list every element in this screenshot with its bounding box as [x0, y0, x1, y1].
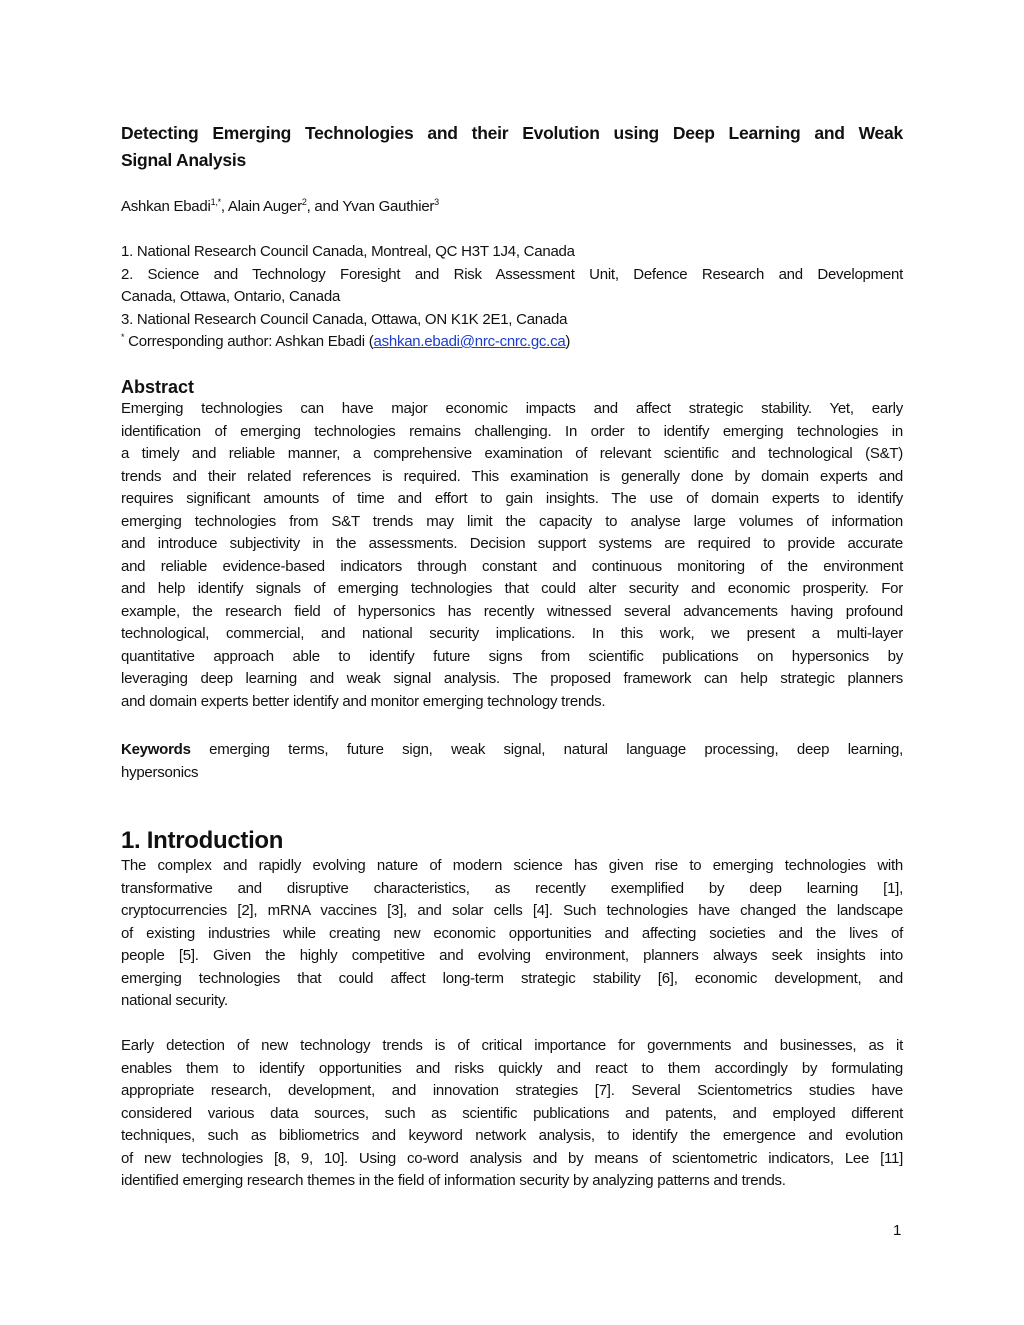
text-line: emerging technologies that could affect long-term strategic stability [6], economic development, and: [121, 969, 903, 987]
text-line: requires significant amounts of time and effort to gain insights. The use of domain experts to identify: [121, 490, 903, 507]
text-line: example, the research field of hypersonics has recently witnessed several advancements having profound: [121, 602, 903, 620]
author-name: , Alain Auger: [220, 198, 302, 215]
email-link[interactable]: ashkan.ebadi@nrc-cnrc.gc.ca: [373, 333, 566, 350]
keywords: Keywords emerging terms, future sign, weak signal, natural language processing, deep learning, hypersonics: [121, 741, 903, 781]
text-line: and reliable evidence-based indicators through constant and continuous monitoring of the environment: [121, 557, 903, 575]
title-line: Detecting Emerging Technologies and their Evolution using Deep Learning and Weak: [121, 123, 903, 143]
text-line: of new technologies [8, 9, 10]. Using co-word analysis and by means of scientometric indicators, Lee [11]: [121, 1149, 903, 1167]
corresponding-author: * Corresponding author: Ashkan Ebadi (ashkan.ebadi@nrc-cnrc.gc.ca): [121, 332, 571, 350]
text-line: and help identify signals of emerging technologies that could alter security and economic prosperity. For: [121, 580, 903, 597]
paragraph: [121, 1035, 903, 1193]
page-number: 1: [893, 1222, 902, 1239]
text-line: identified emerging research themes in the field of information security by analyzing patterns and trends.: [121, 1172, 786, 1189]
title-line: Signal Analysis: [121, 150, 246, 170]
abstract-section: [121, 377, 903, 713]
author-list: [121, 196, 903, 219]
affiliation: 3. National Research Council Canada, Ottawa, ON K1K 2E1, Canada: [121, 310, 568, 328]
text-line: emerging technologies from S&T trends may limit the capacity to analyse large volumes of information: [121, 512, 903, 530]
text-line: quantitative approach able to identify future signs from scientific publications on hypersonics by: [121, 647, 903, 665]
text-line: techniques, such as bibliometrics and keyword network analysis, to identify the emergence and evolution: [121, 1127, 903, 1144]
author-affiliation-mark: 3: [434, 197, 439, 207]
text-line: leveraging deep learning and weak signal analysis. The proposed framework can help strategic planners: [121, 670, 903, 687]
affiliation: Canada, Ottawa, Ontario, Canada: [121, 288, 341, 305]
author-affiliation-mark: 1,*: [210, 197, 221, 207]
text-line: transformative and disruptive characteristics, as recently exemplified by deep learning [1],: [121, 879, 903, 897]
text-line: national security.: [121, 992, 228, 1009]
affiliation: 1. National Research Council Canada, Montreal, QC H3T 1J4, Canada: [121, 243, 575, 260]
introduction-heading: 1. Introduction: [121, 827, 284, 854]
text-line: The complex and rapidly evolving nature of modern science has given rise to emerging technologies with: [121, 857, 903, 874]
affiliation: 2. Science and Technology Foresight and Risk Assessment Unit, Defence Research and Development: [121, 265, 903, 283]
author-name: Ashkan Ebadi: [121, 198, 211, 215]
abstract-heading: Abstract: [121, 377, 195, 397]
author-name: , and Yvan Gauthier: [306, 198, 435, 215]
text-line: people [5]. Given the highly competitive and evolving environment, planners always seek insights into: [121, 947, 903, 964]
abstract-body: [121, 398, 903, 713]
text-line: appropriate research, development, and innovation strategies [7]. Several Scientometrics studies have: [121, 1082, 903, 1099]
text-line: of existing industries while creating new economic opportunities and affecting societies and the lives of: [121, 924, 903, 942]
keywords-label: Keywords: [121, 741, 191, 758]
text-line: considered various data sources, such as scientific publications and patents, and employed different: [121, 1104, 903, 1122]
text-line: technological, commercial, and national security implications. In this work, we present a multi-layer: [121, 625, 903, 642]
text-line: and introduce subjectivity in the assessments. Decision support systems are required to provide accurate: [121, 535, 903, 552]
author-affiliation-mark: 2: [301, 197, 307, 207]
text-line: Emerging technologies can have major economic impacts and affect strategic stability. Yet, early: [121, 400, 903, 417]
paper-title: [121, 120, 903, 174]
text-line: cryptocurrencies [2], mRNA vaccines [3], and solar cells [4]. Such technologies have changed the landscape: [121, 902, 903, 919]
text-line: and domain experts better identify and monitor emerging technology trends.: [121, 692, 606, 710]
text-line: a timely and reliable manner, a comprehensive examination of relevant scientific and technological (S&T): [121, 445, 903, 462]
text-line: trends and their related references is required. This examination is generally done by domain experts and: [121, 467, 903, 485]
introduction-section: [121, 827, 903, 1193]
paragraph: [121, 855, 903, 1013]
text-line: identification of emerging technologies remains challenging. In order to identify emerging technologies in: [121, 422, 903, 440]
text-line: Early detection of new technology trends is of critical importance for governments and businesses, as it: [121, 1037, 903, 1054]
text-line: enables them to identify opportunities and risks quickly and react to them accordingly by formulating: [121, 1059, 903, 1077]
affiliations: [121, 241, 903, 354]
